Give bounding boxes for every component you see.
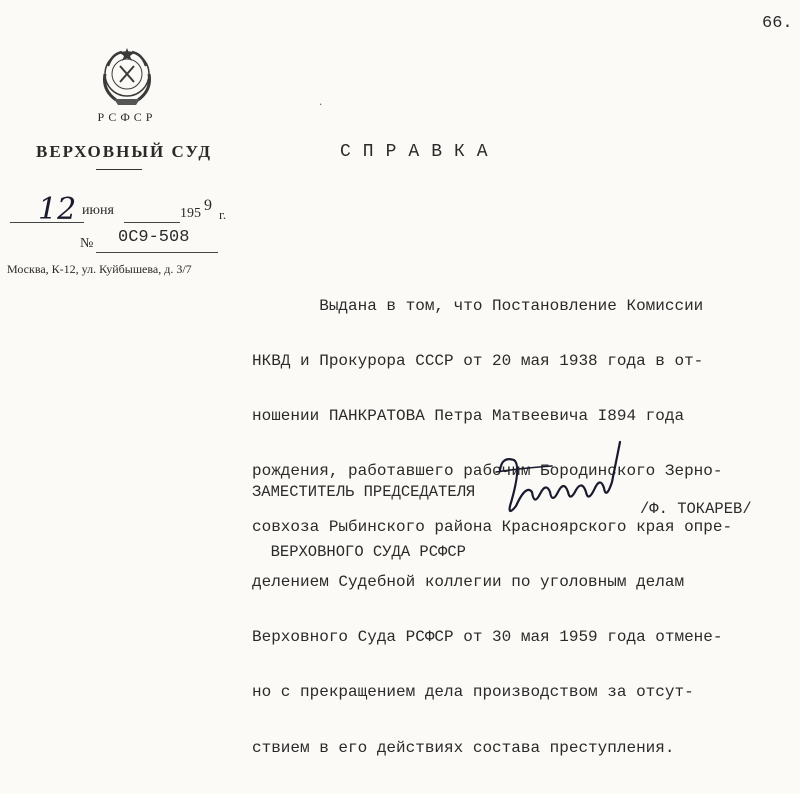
date-day: 12 <box>38 192 77 227</box>
number-label: № <box>80 236 94 251</box>
body-line: рождения, работавшего рабочим Бородинского Зерно- <box>252 462 723 481</box>
body-line: НКВД и Прокурора СССР от 20 мая 1938 года в от- <box>252 352 704 371</box>
ink-mark: · <box>318 100 324 110</box>
date-month: июня <box>82 203 114 218</box>
date-year: 195 <box>180 206 201 221</box>
rsfsr-emblem-icon <box>96 44 158 108</box>
date-year-digit: 9 <box>204 197 212 214</box>
body-line: Верховного Суда РСФСР от 30 мая 1959 года отмене- <box>252 628 723 647</box>
handwritten-signature <box>492 436 642 526</box>
signatory-title <box>252 442 475 602</box>
page-number: 66. <box>762 14 793 33</box>
court-address: Москва, К-12, ул. Куйбышева, д. 3/7 <box>7 262 192 276</box>
body-line: совхоза Рыбинского района Красноярского края опре- <box>252 517 733 536</box>
signatory-title-line: ЗАМЕСТИТЕЛЬ ПРЕДСЕДАТЕЛЯ <box>252 483 476 501</box>
body-line: но с прекращением дела производством за отсут- <box>252 683 694 702</box>
republic-name: РСФСР <box>97 110 157 124</box>
body-line: ношении ПАНКРАТОВА Петра Матвеевича I894 года <box>252 407 685 426</box>
body-line: делением Судебной коллегии по уголовным делам <box>252 572 685 591</box>
signatory-title-line: ВЕРХОВНОГО СУДА РСФСР <box>252 543 466 561</box>
number-underline <box>96 252 218 253</box>
date-line-middle <box>124 222 180 223</box>
document-title: СПРАВКА <box>340 142 500 162</box>
body-line: Выдана в том, что Постановление Комиссии <box>252 296 704 315</box>
document-number: 0С9-508 <box>118 228 190 247</box>
signatory-name: /Ф. ТОКАРЕВ/ <box>640 500 752 518</box>
body-line: ствием в его действиях состава преступления. <box>252 738 675 757</box>
date-suffix: г. <box>219 207 227 222</box>
court-name: ВЕРХОВНЫЙ СУД <box>35 142 213 161</box>
court-underline <box>96 169 142 170</box>
